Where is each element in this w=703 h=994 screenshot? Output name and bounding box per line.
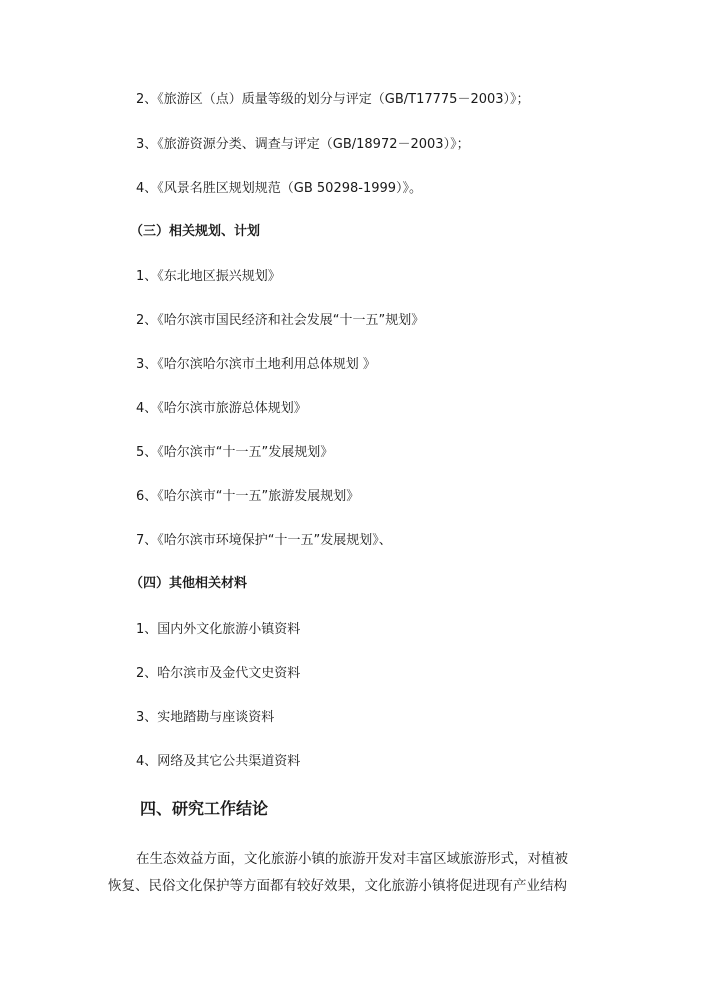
- standard-item-3: 3、《旅游资源分类、调查与评定（GB/18972－2003）》；: [136, 137, 470, 152]
- conclusion-section-heading: 四、研究工作结论: [140, 799, 269, 818]
- standard-item-4: 4、《风景名胜区规划规范（GB 50298-1999）》。: [136, 181, 423, 196]
- related-plans-heading: （三）相关规划、计划: [130, 224, 261, 239]
- material-item-4: 4、网络及其它公共渠道资料: [136, 754, 301, 769]
- plan-item-3: 3、《哈尔滨哈尔滨市土地利用总体规划 》: [136, 357, 376, 372]
- other-materials-heading: （四）其他相关材料: [130, 576, 248, 591]
- standard-item-2: 2、《旅游区（点）质量等级的划分与评定（GB/T17775－2003）》；: [136, 92, 530, 107]
- plan-item-5: 5、《哈尔滨市“十一五”发展规划》: [136, 445, 334, 460]
- material-item-1: 1、国内外文化旅游小镇资料: [136, 622, 301, 637]
- conclusion-paragraph-line-2: 恢复、民俗文化保护等方面都有较好效果，文化旅游小镇将促进现有产业结构: [108, 878, 567, 894]
- material-item-2: 2、哈尔滨市及金代文史资料: [136, 666, 301, 681]
- plan-item-1: 1、《东北地区振兴规划》: [136, 269, 281, 284]
- plan-item-4: 4、《哈尔滨市旅游总体规划》: [136, 401, 307, 416]
- conclusion-paragraph-line-1: 在生态效益方面，文化旅游小镇的旅游开发对丰富区域旅游形式，对植被: [136, 851, 568, 867]
- material-item-3: 3、实地踏勘与座谈资料: [136, 710, 275, 725]
- plan-item-6: 6、《哈尔滨市“十一五”旅游发展规划》: [136, 489, 360, 504]
- plan-item-7: 7、《哈尔滨市环境保护“十一五”发展规划》、: [136, 533, 392, 548]
- plan-item-2: 2、《哈尔滨市国民经济和社会发展“十一五”规划》: [136, 313, 425, 328]
